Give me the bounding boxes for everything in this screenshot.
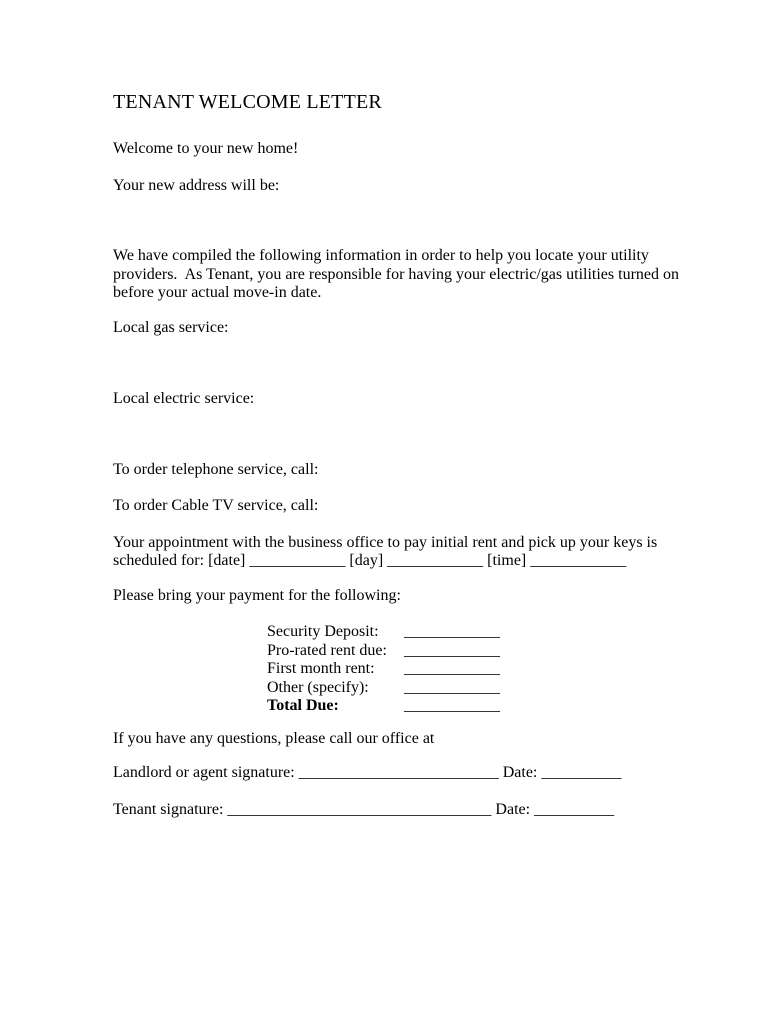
payment-item-label: Pro-rated rent due: [267, 641, 387, 659]
appointment-line-1: Your appointment with the business office to pay initial rent and pick up your keys is [113, 533, 658, 551]
payment-row [267, 623, 652, 642]
utility-intro-line: before your actual move-in date. [113, 284, 322, 301]
landlord-signature-row [113, 764, 652, 783]
page-title: TENANT WELCOME LETTER [113, 91, 382, 113]
greeting-text: Welcome to your new home! [113, 140, 299, 157]
utility-intro-paragraph [113, 247, 679, 303]
landlord-signature-label: Landlord or agent signature: [113, 764, 295, 781]
payment-item-label: Other (specify): [267, 678, 369, 696]
utility-intro-line: providers. As Tenant, you are responsible for having your electric/gas utilities turned on [113, 265, 679, 283]
payment-row [267, 660, 652, 679]
day-blank-line: ____________ [387, 552, 484, 569]
payment-intro: Please bring your payment for the following: [113, 586, 401, 604]
tenant-date-blank: __________ [534, 800, 615, 818]
gas-service-label: Local gas service: [113, 318, 229, 336]
tenant-signature-row [113, 801, 652, 820]
questions-text: If you have any questions, please call our office at [113, 729, 435, 747]
payment-item-label: Total Due: [267, 697, 339, 714]
appointment-paragraph [113, 533, 658, 571]
address-prompt: Your new address will be: [113, 176, 280, 194]
telephone-service-label: To order telephone service, call: [113, 460, 319, 478]
payment-amount-blank: ____________ [404, 641, 500, 659]
payment-item-label: Security Deposit: [267, 623, 379, 640]
payment-row [267, 679, 652, 698]
payment-list [113, 623, 652, 716]
payment-row [267, 642, 652, 661]
day-placeholder-tag: [day] [349, 552, 384, 569]
tenant-signature-blank: _________________________________ [227, 800, 492, 818]
time-placeholder-tag: [time] [487, 552, 527, 569]
date-placeholder-tag: [date] [208, 552, 246, 569]
payment-amount-blank: ____________ [404, 678, 500, 696]
appointment-prefix: scheduled for: [113, 552, 205, 569]
electric-service-label: Local electric service: [113, 390, 255, 407]
appointment-line-2 [113, 552, 652, 571]
date-blank-line: ____________ [249, 552, 346, 569]
utility-intro-line: We have compiled the following information in order to help you locate your utility [113, 247, 649, 264]
payment-item-label: First month rent: [267, 660, 375, 677]
landlord-date-blank: __________ [541, 764, 622, 781]
time-blank-line: ____________ [530, 552, 627, 569]
payment-amount-blank: ____________ [404, 623, 500, 640]
payment-amount-blank: ____________ [404, 697, 500, 714]
date-label: Date: [502, 764, 538, 781]
cable-service-label: To order Cable TV service, call: [113, 497, 319, 514]
payment-row-total [267, 697, 652, 716]
payment-amount-blank: ____________ [404, 660, 500, 677]
landlord-signature-blank: _________________________ [298, 764, 499, 781]
tenant-signature-label: Tenant signature: [113, 800, 224, 818]
date-label: Date: [495, 800, 531, 818]
